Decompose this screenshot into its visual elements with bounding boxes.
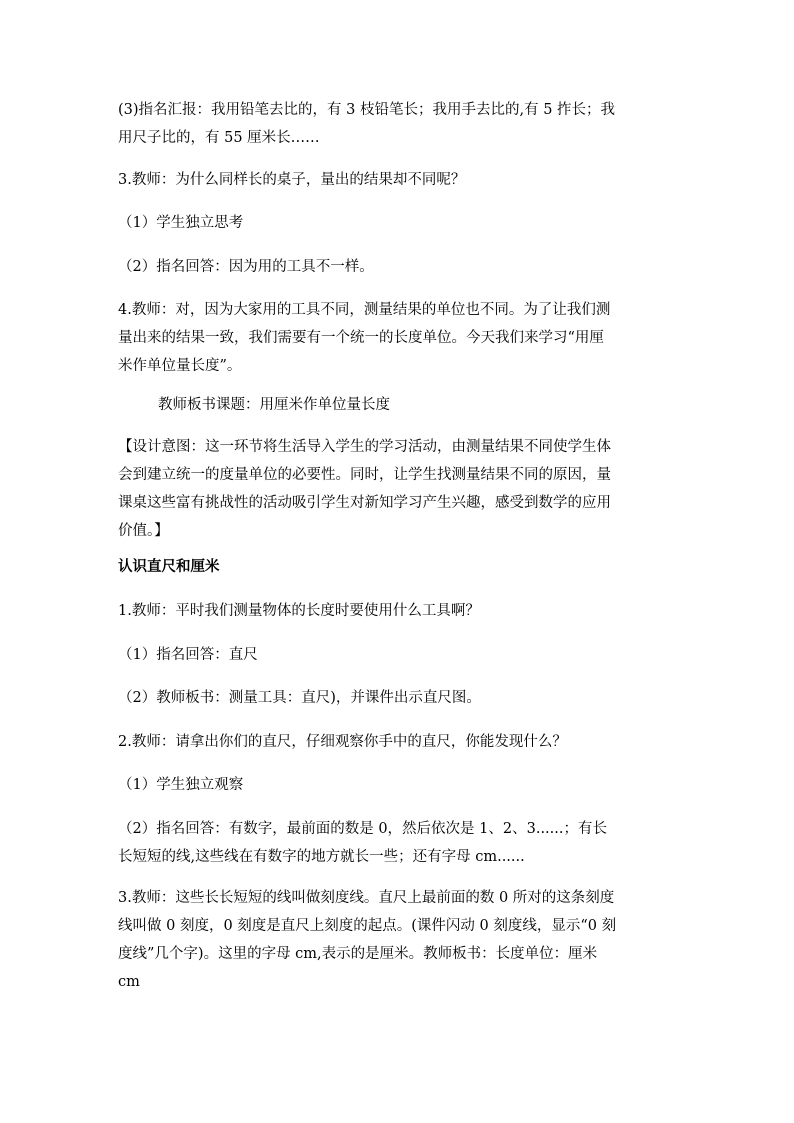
line: （2）教师板书：测量工具：直尺)，并课件出示直尺图。 (118, 690, 481, 706)
line: （1）指名回答：直尺 (118, 647, 258, 663)
line: （1）学生独立思考 (118, 215, 244, 231)
line: 量出来的结果一致，我们需要有一个统一的长度单位。今天我们来学习“用厘 (118, 330, 604, 346)
line: cm (118, 974, 140, 990)
paragraph-teacher-3 (118, 884, 678, 996)
paragraph-teacher-4 (118, 296, 678, 380)
line: 教师板书课题：用厘米作单位量长度 (158, 397, 390, 413)
paragraph-report (118, 96, 678, 152)
heading-text: 认识直尺和厘米 (118, 558, 220, 575)
paragraph-observe (118, 771, 678, 799)
paragraph-answer (118, 253, 678, 281)
line: （2）指名回答：因为用的工具不一样。 (118, 259, 374, 275)
line: 【设计意图：这一环节将生活导入学生的学习活动，由测量结果不同使学生体 (118, 439, 611, 455)
line: 2.教师：请拿出你们的直尺，仔细观察你手中的直尺，你能发现什么？ (118, 734, 567, 750)
line: 1.教师：平时我们测量物体的长度时要使用什么工具啊？ (118, 603, 480, 619)
line: （2）指名回答：有数字，最前面的数是 0，然后依次是 1、2、3......；有长 (118, 821, 607, 837)
line: 长短短的线,这些线在有数字的地方就长一些；还有字母 cm...... (118, 849, 525, 865)
paragraph-question-3 (118, 166, 678, 194)
line: 4.教师：对，因为大家用的工具不同，测量结果的单位也不同。为了让我们测 (118, 302, 611, 318)
paragraph-teacher-2 (118, 728, 678, 756)
paragraph-board-title (158, 391, 718, 419)
paragraph-answer-numbers (118, 815, 678, 871)
line: 度线”几个字)。这里的字母 cm,表示的是厘米。教师板书：长度单位：厘米 (118, 946, 598, 962)
paragraph-board-tool (118, 684, 678, 712)
line: 米作单位量长度”。 (118, 358, 242, 374)
paragraph-answer-ruler (118, 641, 678, 669)
paragraph-design-intent (118, 433, 678, 545)
line: 3.教师：这些长长短短的线叫做刻度线。直尺上最前面的数 0 所对的这条刻度 (118, 890, 615, 906)
line: （1）学生独立观察 (118, 777, 244, 793)
line: (3)指名汇报：我用铅笔去比的，有 3 枝铅笔长；我用手去比的,有 5 拃长；我 (118, 102, 616, 118)
paragraph-think (118, 209, 678, 237)
line: 3.教师：为什么同样长的桌子，量出的结果却不同呢？ (118, 172, 466, 188)
section-heading (118, 553, 678, 581)
line: 用尺子比的，有 55 厘米长…… (118, 130, 320, 146)
line: 线叫做 0 刻度，0 刻度是直尺上刻度的起点。(课件闪动 0 刻度线，显示“0 刻 (118, 918, 617, 934)
line: 价值。】 (118, 523, 169, 539)
line: 课桌这些富有挑战性的活动吸引学生对新知学习产生兴趣，感受到数学的应用 (118, 495, 611, 511)
line: 会到建立统一的度量单位的必要性。同时，让学生找测量结果不同的原因，量 (118, 467, 611, 483)
paragraph-teacher-1 (118, 597, 678, 625)
